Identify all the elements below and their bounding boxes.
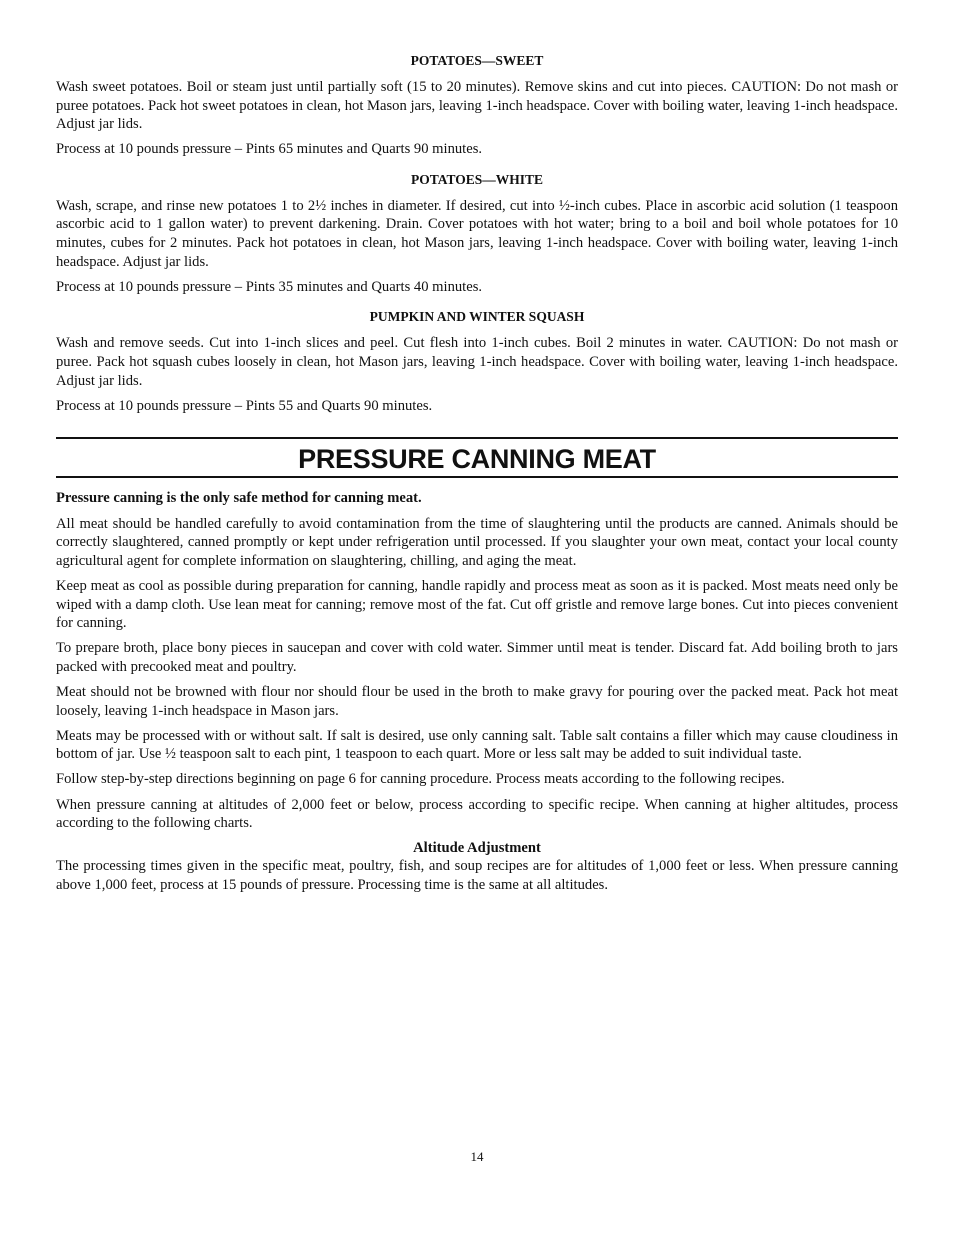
altitude-text: The processing times given in the specific meat, poultry, fish, and soup recipes are for altitudes of 1,000 feet or less. When pressure canning above 1,000 feet, process at 15 pounds of pressure. Processing time is the same at all altitudes. [56,858,898,893]
page-title: PRESSURE CANNING MEAT [298,444,656,475]
section-body: Wash sweet potatoes. Boil or steam just until partially soft (15 to 20 minutes). Remove skins and cut into pieces. CAUTION: Do not mash or puree potatoes. Pack hot sweet potatoes in clean, hot Mason jars, leaving 1-inch headspace. Cover with boiling water, leaving 1-inch headspace. Adjust jar lids. [56,79,898,133]
meat-paragraph: Meats may be processed with or without salt. If salt is desired, use only canning salt. Table salt contains a filler which may cause cloudiness in bottom of jar. Use ½ teaspoon salt to each pint, 1 teaspoon to each quart. More or less salt may be added to suit individual taste. [56,727,898,763]
section-heading: POTATOES—SWEET [410,53,544,68]
title-top-rule [56,437,898,439]
section-body: Wash and remove seeds. Cut into 1-inch slices and peel. Cut flesh into 1-inch cubes. Boil 2 minutes in water. CAUTION: Do not mash or puree. Pack hot squash cubes loosely in clean, hot Mason jars, leaving 1-inch headspace. Cover with boiling water, leaving 1-inch headspace. Adjust jar lids. [56,335,898,389]
section-sweet-potatoes [56,52,898,159]
section-pumpkin-squash [56,308,898,415]
meat-paragraph: Follow step-by-step directions beginning on page 6 for canning procedure. Process meats according to the following recipes. [56,771,785,788]
process-instruction: Process at 10 pounds pressure – Pints 35 minutes and Quarts 40 minutes. [56,278,483,295]
meat-paragraph: All meat should be handled carefully to avoid contamination from the time of slaughtering until the products are canned. Animals should be correctly slaughtered, canned promptly or kept under refrigeration until processed. If you slaughter your own meat, contact your local county agricultural agent for complete information on slaughtering, chilling, and aging the meat. [56,515,898,569]
altitude-heading: Altitude Adjustment [413,840,541,857]
process-instruction: Process at 10 pounds pressure – Pints 55 and Quarts 90 minutes. [56,397,433,414]
intro-statement: Pressure canning is the only safe method for canning meat. [56,490,422,507]
document-page [56,52,898,901]
meat-paragraph: To prepare broth, place bony pieces in saucepan and cover with cold water. Simmer until meat is tender. Discard fat. Add boiling broth to jars packed with precooked meat and poultry. [56,640,898,675]
section-heading: POTATOES—WHITE [410,171,544,187]
meat-paragraph: Meat should not be browned with flour nor should flour be used in the broth to make gravy for pouring over the packed meat. Pack hot meat loosely, leaving 1-inch headspace in Mason jars. [56,684,898,719]
title-bottom-rule [56,476,898,478]
process-instruction: Process at 10 pounds pressure – Pints 65 minutes and Quarts 90 minutes. [56,141,483,158]
section-body: Wash, scrape, and rinse new potatoes 1 to 2½ inches in diameter. If desired, cut into ½-inch cubes. Place in ascorbic acid solution (1 teaspoon ascorbic acid to 1 gallon water) to prevent darkening. Drain. Cover potatoes with hot water; bring to a boil and boil whole potatoes for 10 minutes, cubes for 2 minutes. Pack hot potatoes in clean, hot Mason jars, leaving 1-inch headspace. Cover with boiling water, leaving 1-inch headspace. Adjust jar lids. [56,197,898,270]
page-number: 14 [470,1149,484,1164]
section-heading: PUMPKIN AND WINTER SQUASH [369,309,585,325]
section-pressure-canning-meat [56,489,898,894]
meat-paragraph: Keep meat as cool as possible during preparation for canning, handle rapidly and process meat as soon as it is packed. Most meats need only be wiped with a damp cloth. Use lean meat for canning; remove most of the fat. Cut off gristle and remove large bones. Cut into pieces convenient for canning. [56,578,898,632]
section-white-potatoes [56,171,898,296]
meat-paragraph: When pressure canning at altitudes of 2,000 feet or below, process according to specific recipe. When canning at higher altitudes, process according to the following charts. [56,796,898,832]
